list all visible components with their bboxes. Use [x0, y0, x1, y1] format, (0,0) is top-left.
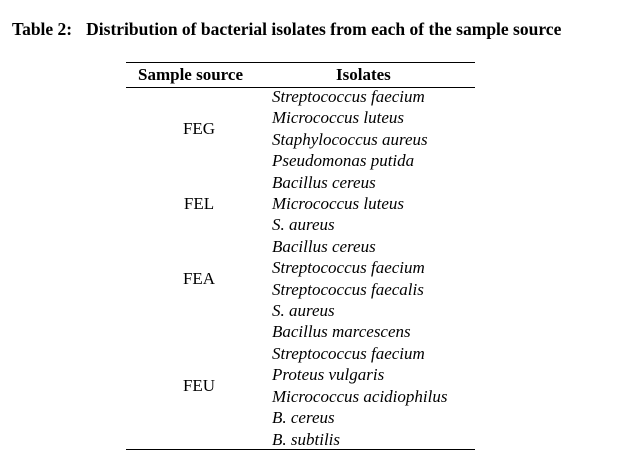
isolate-item: Micrococcus acidiophilus [272, 386, 448, 406]
isolate-item: Streptococcus faecalis [272, 279, 424, 299]
isolate-item: Bacillus cereus [272, 236, 376, 256]
isolate-item: Bacillus cereus [272, 172, 376, 192]
sample-source-cell: FEL [183, 194, 215, 214]
isolate-item: Proteus vulgaris [272, 365, 385, 385]
sample-source-cell: FEU [182, 375, 216, 395]
isolate-item: Bacillus marcescens [272, 322, 411, 342]
table-row-group [126, 321, 475, 449]
isolate-item: B. subtilis [272, 429, 341, 449]
header-sample-source: Sample source [138, 65, 243, 84]
isolates-cell [272, 172, 404, 236]
isolate-item: Micrococcus luteus [272, 108, 405, 128]
isolate-item: B. cereus [272, 408, 335, 428]
isolate-item: S. aureus [272, 215, 335, 235]
table-row-group [126, 86, 475, 172]
table-bottom-rule [126, 449, 475, 450]
table-number: Table 2: [12, 19, 73, 39]
table-row-group [126, 236, 475, 322]
isolate-item: Streptococcus faecium [272, 87, 425, 106]
isolate-item: Streptococcus faecium [272, 343, 425, 363]
sample-source-cell: FEG [182, 119, 216, 139]
isolates-cell [272, 321, 447, 449]
isolate-item: Pseudomonas putida [272, 151, 415, 171]
table-top-rule [126, 62, 475, 63]
isolates-cell [272, 86, 428, 172]
sample-source-cell: FEA [182, 268, 216, 288]
isolate-item: Staphylococcus aureus [272, 129, 428, 149]
isolate-item: S. aureus [272, 301, 335, 321]
table-body [126, 86, 475, 450]
header-isolates: Isolates [336, 65, 391, 84]
isolates-cell [272, 236, 425, 322]
isolate-item: Micrococcus luteus [272, 194, 405, 214]
table-row-group [126, 172, 475, 236]
isolate-item: Streptococcus faecium [272, 258, 425, 278]
table-title: Distribution of bacterial isolates from each of the sample source [86, 19, 562, 39]
table-caption [12, 18, 561, 40]
